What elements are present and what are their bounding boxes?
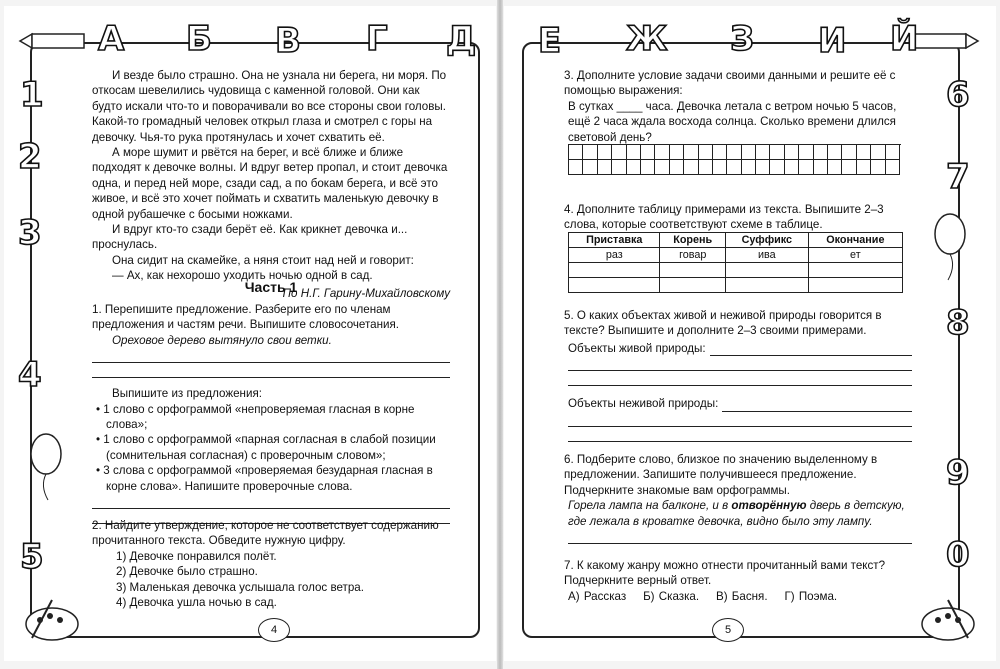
question-1	[92, 302, 450, 524]
table-cell[interactable]	[660, 263, 726, 278]
q1-bullet: • 1 слово с орфограммой «парная согласная в слабой позиции (сомнительная согласная) с проверочным словом»;	[96, 433, 436, 462]
grid-cell[interactable]	[828, 145, 842, 160]
grid-cell[interactable]	[670, 145, 684, 160]
grid-cell[interactable]	[871, 160, 885, 175]
border-letter: Й	[890, 19, 919, 59]
border-letter: Г	[366, 19, 388, 59]
q7-options	[564, 589, 912, 604]
grid-cell[interactable]	[727, 160, 741, 175]
q6-highlighted-word: отворённую	[731, 499, 807, 513]
grid-cell[interactable]	[655, 160, 669, 175]
table-header: Суффикс	[726, 233, 809, 248]
grid-cell[interactable]	[886, 145, 900, 160]
table-header: Приставка	[569, 233, 660, 248]
grid-cell[interactable]	[828, 160, 842, 175]
answer-line[interactable]	[568, 371, 912, 386]
border-letter: И	[818, 21, 847, 61]
grid-cell[interactable]	[612, 160, 626, 175]
grid-cell[interactable]	[742, 160, 756, 175]
table-cell[interactable]	[660, 278, 726, 293]
story-source: По Н.Г. Гарину-Михайловскому	[282, 286, 450, 300]
answer-line[interactable]	[710, 341, 912, 356]
grid-cell[interactable]	[770, 160, 784, 175]
question-5	[564, 308, 912, 442]
grid-cell[interactable]	[857, 145, 871, 160]
page-number-right: 5	[712, 618, 744, 642]
grid-cell[interactable]	[857, 160, 871, 175]
q1-bullet: • 3 слова с орфограммой «проверяемая безударная гласная в корне слова». Напишите проверочные слова.	[96, 464, 433, 493]
grid-cell[interactable]	[785, 145, 799, 160]
book-gutter	[497, 0, 503, 669]
q6-text: 6. Подберите слово, близкое по значению выделенному в предложении. Запишите получившееся предложение. Подчеркните знакомые вам орфограммы.	[564, 453, 878, 497]
grid-cell[interactable]	[713, 160, 727, 175]
story-text	[92, 68, 450, 301]
q7-option[interactable]: А) Рассказ	[568, 589, 627, 603]
q1-sentence: Ореховое дерево вытянуло свои ветки.	[112, 333, 332, 347]
answer-line[interactable]	[568, 529, 912, 544]
grid-cell[interactable]	[569, 160, 583, 175]
grid-cell[interactable]	[742, 145, 756, 160]
table-cell: раз	[569, 248, 660, 263]
border-letter: Б	[186, 19, 212, 59]
pencil-icon-right	[910, 28, 980, 54]
story-paragraph: И везде было страшно. Она не узнала ни берега, ни моря. По откосам шевелились чудовища с каменной головой. Они как будто искали что-то и поворачивали во все стороны свои головы. Какой-то громадный человек открыл глаза и смотрел с горы на девочку. Чья-то рука протянулась и хочет схватить её.	[92, 69, 447, 144]
answer-line[interactable]	[722, 396, 912, 411]
story-paragraph: А море шумит и рвётся на берег, и всё ближе и ближе подходят к девочке волны. И вдруг ветер пропал, и стоит девочка одна, и перед ней море, сзади сад, а по бокам берега, и всё это живое, и всё это хочет поймать и схватить маленькую девочку в одной рубашечке с босыми ножками.	[92, 146, 448, 221]
question-6	[564, 452, 912, 544]
q1-subtext: Выпишите из предложения:	[112, 387, 262, 401]
border-letter: Д	[446, 19, 477, 59]
grid-cell[interactable]	[699, 145, 713, 160]
grid-cell[interactable]	[756, 160, 770, 175]
border-number: 5	[20, 537, 44, 577]
answer-line[interactable]	[92, 363, 450, 378]
story-paragraph: Она сидит на скамейке, а няня стоит над ней и говорит:	[112, 253, 414, 267]
grid-cell[interactable]	[814, 145, 828, 160]
q2-option[interactable]: 2) Девочке было страшно.	[116, 565, 258, 579]
q2-option[interactable]: 3) Маленькая девочка услышала голос ветра.	[116, 580, 364, 594]
answer-line[interactable]	[568, 356, 912, 371]
border-number-right: 6	[946, 75, 970, 115]
q2-text: 2. Найдите утверждение, которое не соответствует содержанию прочитанного текста. Обведите нужную цифру.	[92, 519, 439, 548]
grid-cell[interactable]	[886, 160, 900, 175]
answer-line[interactable]	[568, 427, 912, 442]
q3-text: 3. Дополните условие задачи своими данными и решите её с помощью выражения:	[564, 69, 896, 98]
table-cell[interactable]	[569, 278, 660, 293]
table-cell[interactable]	[808, 278, 902, 293]
border-letter: В	[275, 21, 301, 61]
question-4	[564, 202, 912, 233]
answer-line[interactable]	[568, 412, 912, 427]
story-paragraph: И вдруг кто-то сзади берёт её. Как крикнет девочка и... проснулась.	[92, 223, 408, 252]
border-number: 4	[18, 355, 42, 395]
q5-text: 5. О каких объектах живой и неживой природы говорится в тексте? Выпишите и дополните 2–3 своими примерами.	[564, 309, 882, 338]
palette-icon	[22, 598, 82, 644]
table-cell[interactable]	[726, 278, 809, 293]
border-letter: Ж	[626, 19, 668, 59]
table-cell: говар	[660, 248, 726, 263]
grid-cell[interactable]	[627, 145, 641, 160]
border-number-right: 9	[946, 453, 970, 493]
border-letter: З	[730, 19, 755, 59]
grid-cell[interactable]	[770, 145, 784, 160]
table-header: Корень	[660, 233, 726, 248]
grid-cell[interactable]	[569, 145, 583, 160]
grid-cell[interactable]	[684, 160, 698, 175]
part-title: Часть 1	[244, 279, 298, 295]
grid-cell[interactable]	[871, 145, 885, 160]
grid-cell[interactable]	[727, 145, 741, 160]
balloon-icon	[26, 432, 66, 502]
story-paragraph: — Ах, как нехорошо уходить ночью одной в сад.	[112, 269, 373, 283]
q1-text: 1. Перепишите предложение. Разберите его по членам предложения и частям речи. Выпишите словосочетания.	[92, 303, 400, 332]
border-letter: А	[98, 19, 125, 59]
grid-cell[interactable]	[713, 145, 727, 160]
grid-cell[interactable]	[756, 145, 770, 160]
grid-cell[interactable]	[842, 145, 856, 160]
grid-cell[interactable]	[655, 145, 669, 160]
border-number-right: 7	[946, 157, 970, 197]
border-number: 1	[20, 75, 44, 115]
border-letter: Е	[538, 21, 562, 61]
grid-cell[interactable]	[641, 145, 655, 160]
q6-sentence: Горела лампа на балконе, и в отворённую дверь в детскую, где лежала в кроватке девочка, видно было эту лампу.	[568, 499, 905, 528]
border-number-right: 0	[946, 535, 970, 575]
grid-cell[interactable]	[627, 160, 641, 175]
border-number-right: 8	[946, 303, 970, 343]
grid-cell[interactable]	[799, 145, 813, 160]
q3-task: В сутках ____ часа. Девочка летала с ветром ночью 5 часов, ещё 2 часа ждала восхода солнца. Сколько времени длился световой день?	[568, 99, 897, 144]
q2-option[interactable]: 4) Девочка ушла ночью в сад.	[116, 596, 277, 610]
q7-option[interactable]: Г) Поэма.	[784, 589, 838, 603]
question-7	[564, 558, 912, 604]
q7-option[interactable]: В) Басня.	[715, 589, 768, 603]
page-number-left: 4	[258, 618, 290, 642]
table-cell: ет	[808, 248, 902, 263]
answer-line[interactable]	[92, 348, 450, 363]
grid-cell[interactable]	[842, 160, 856, 175]
border-number: 2	[18, 137, 42, 177]
table-cell[interactable]	[808, 263, 902, 278]
q7-option[interactable]: Б) Сказка.	[643, 589, 700, 603]
table-cell[interactable]	[569, 263, 660, 278]
question-2	[92, 518, 450, 610]
answer-grid[interactable]	[568, 144, 901, 175]
grid-cell[interactable]	[670, 160, 684, 175]
grid-cell[interactable]	[583, 145, 597, 160]
q5-living-label: Объекты живой природы:	[568, 341, 706, 355]
pencil-icon	[18, 28, 88, 54]
grid-cell[interactable]	[598, 145, 612, 160]
answer-line[interactable]	[92, 494, 450, 509]
balloon-icon-right	[930, 212, 970, 282]
q7-text: 7. К какому жанру можно отнести прочитанный вами текст? Подчеркните верный ответ.	[564, 559, 886, 588]
question-3	[564, 68, 912, 145]
q4-text: 4. Дополните таблицу примерами из текста. Выпишите 2–3 слова, которые соответствуют схеме в таблице.	[564, 203, 884, 232]
grid-cell[interactable]	[641, 160, 655, 175]
grid-cell[interactable]	[684, 145, 698, 160]
morpheme-table	[568, 232, 903, 293]
table-header: Окончание	[808, 233, 902, 248]
grid-cell[interactable]	[612, 145, 626, 160]
grid-cell[interactable]	[814, 160, 828, 175]
palette-icon-right	[918, 598, 978, 644]
table-cell: ива	[726, 248, 809, 263]
grid-cell[interactable]	[699, 160, 713, 175]
grid-cell[interactable]	[598, 160, 612, 175]
q5-nonliving-label: Объекты неживой природы:	[568, 397, 719, 411]
grid-cell[interactable]	[799, 160, 813, 175]
q1-bullet: • 1 слово с орфограммой «непроверяемая гласная в корне слова»;	[96, 402, 415, 432]
table-cell[interactable]	[726, 263, 809, 278]
q2-option[interactable]: 1) Девочке понравился полёт.	[116, 549, 277, 563]
grid-cell[interactable]	[785, 160, 799, 175]
border-number: 3	[18, 213, 42, 253]
grid-cell[interactable]	[583, 160, 597, 175]
